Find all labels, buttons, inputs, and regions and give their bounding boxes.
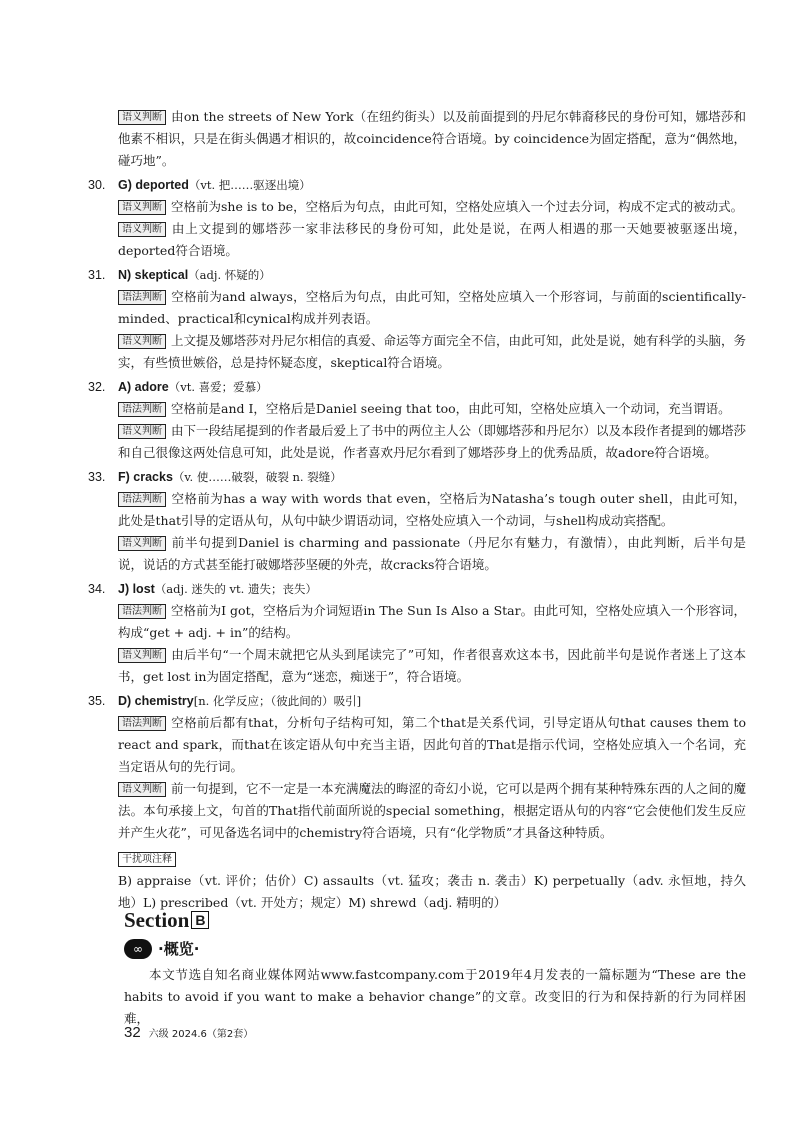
explanation-note (118, 644, 746, 688)
question-heading (88, 376, 746, 398)
part-of-speech: （adj. 迷失的 vt. 遗失；丧失） (154, 582, 317, 596)
distractor-block (118, 848, 746, 914)
overview-label: ·概览· (158, 940, 200, 958)
explanation-note (118, 488, 746, 532)
note-text: 空格前后都有that，分析句子结构可知，第二个that是关系代词，引导定语从句that causes them to react and spark，而that在该定语从句中充当主语，因此句首的That是指示代词，空格处应填入一个名词，充当定语从句的先行词。 (118, 715, 746, 774)
label-tag: 语义判断 (118, 536, 166, 551)
question-number: 30. (88, 178, 106, 192)
note-text: 空格前为has a way with words that even，空格后为Natasha’s tough outer shell，由此可知，此处是that引导的定语从句，从句中缺少谓语动词，空格处应填入一个动词，与shell构成动宾搭配。 (118, 491, 746, 528)
page-footer (124, 1024, 253, 1041)
question-number: 32. (88, 380, 106, 394)
label-tag: 语法判断 (118, 402, 166, 417)
answer-word: J) lost (118, 582, 155, 596)
label-tag: 语法判断 (118, 716, 166, 731)
journal-name: 六级 2024.6（第2套） (148, 1029, 254, 1040)
answer-word: F) cracks (118, 470, 173, 484)
question-number: 31. (88, 268, 106, 282)
question-list (88, 174, 747, 844)
label-tag: 语法判断 (118, 492, 166, 507)
part-of-speech: （v. 使……破裂，破裂 n. 裂缝） (172, 470, 342, 484)
note-text: 由下一段结尾提到的作者最后爱上了书中的两位主人公（即娜塔莎和丹尼尔）以及本段作者提到的娜塔莎和自己很像这两处信息可知，此处是说，作者喜欢丹尼尔看到了娜塔莎身上的优秀品质，故adore符合语境。 (118, 423, 747, 460)
question-number: 35. (88, 694, 106, 708)
explanation-note (118, 778, 746, 844)
distractor-tag: 干扰项注释 (118, 852, 176, 867)
infinity-icon: ∞ (124, 939, 152, 959)
explanation-note (118, 330, 746, 374)
section-title: Section (124, 908, 190, 932)
note-text: 前半句提到Daniel is charming and passionate（丹尼尔有魅力，有激情），由此判断，后半句是说，说话的方式甚至能打破娜塔莎坚硬的外壳，故cracks符合语境。 (118, 535, 746, 572)
explanation-note (118, 286, 746, 330)
label-tag: 语义判断 (118, 648, 166, 663)
answer-word: A) adore (118, 380, 169, 394)
question-number: 34. (88, 582, 106, 596)
label-tag: 语义判断 (118, 782, 166, 797)
note-text: 由上文提到的娜塔莎一家非法移民的身份可知，此处是说，在两人相遇的那一天她要被驱逐出境，deported符合语境。 (118, 221, 746, 258)
intro-text: 由on the streets of New York（在纽约街头）以及前面提到的丹尼尔韩裔移民的身份可知，娜塔莎和他素不相识，只是在街头偶遇才相识的，故coincidence符合语境。by coincidence为固定搭配，意为“偶然地，碰巧地”。 (118, 109, 746, 168)
section-heading (124, 908, 209, 933)
question-heading (88, 578, 746, 600)
question-number: 33. (88, 470, 106, 484)
explanation-note (118, 398, 746, 420)
explanation-note (118, 218, 746, 262)
overview-heading (124, 938, 199, 959)
summary-paragraph: 本文节选自知名商业媒体网站www.fastcompany.com于2019年4月发表的一篇标题为“These are the habits to avoid if you want to make a behavior change”的文章。改变旧的行为和保持新的行为同样困难， (124, 967, 746, 1026)
part-of-speech: （adj. 怀疑的） (188, 268, 271, 282)
distractor-text: B) appraise（vt. 评价；估价）C) assaults（vt. 猛攻；袭击 n. 袭击）K) perpetually（adv. 永恒地，持久地）L) prescribed（vt. 开处方；规定）M) shrewd（adj. 精明的） (118, 873, 746, 910)
part-of-speech: [n. 化学反应；（彼此间的）吸引] (193, 694, 362, 708)
part-of-speech: （vt. 喜爱；爱慕） (168, 380, 268, 394)
answer-word: N) skeptical (118, 268, 189, 282)
explanation-note (118, 532, 746, 576)
question-heading (88, 264, 746, 286)
explanation-note (118, 712, 746, 778)
explanation-note (118, 196, 746, 218)
label-tag: 语义判断 (118, 110, 166, 125)
explanation-note (118, 420, 746, 464)
question-heading (88, 690, 746, 712)
page-number: 32 (124, 1024, 141, 1041)
label-tag: 语法判断 (118, 604, 166, 619)
section-badge: B (191, 911, 209, 929)
note-text: 上文提及娜塔莎对丹尼尔相信的真爱、命运等方面完全不信，由此可知，此处是说，她有科学的头脑，务实，有些愤世嫉俗，总是持怀疑态度，skeptical符合语境。 (118, 333, 747, 370)
label-tag: 语义判断 (118, 200, 166, 215)
explanation-note (118, 600, 746, 644)
label-tag: 语义判断 (118, 424, 166, 439)
answer-explanations (88, 106, 747, 914)
label-tag: 语义判断 (118, 222, 166, 237)
answer-word: G) deported (118, 178, 189, 192)
question-heading (88, 174, 746, 196)
intro-paragraph (118, 106, 746, 172)
label-tag: 语义判断 (118, 334, 166, 349)
note-text: 空格前为she is to be，空格后为句点，由此可知，空格处应填入一个过去分词，构成不定式的被动式。 (171, 199, 744, 214)
answer-word: D) chemistry (118, 694, 194, 708)
question-heading (88, 466, 746, 488)
note-text: 前一句提到，它不一定是一本充满魔法的晦涩的奇幻小说，它可以是两个拥有某种特殊东西的人之间的魔法。本句承接上文，句首的That指代前面所说的special something，根据定语从句的内容“它会使他们发生反应并产生火花”，可见备选名词中的chemistry符合语境，只有“化学物质”才具备这种特质。 (118, 781, 747, 840)
note-text: 空格前为and always，空格后为句点，由此可知，空格处应填入一个形容词，与前面的scientifically-minded、practical和cynical构成并列表语。 (118, 289, 746, 326)
note-text: 空格前为I got，空格后为介词短语in The Sun Is Also a Star。由此可知，空格处应填入一个形容词，构成“get + adj. + in”的结构。 (118, 603, 746, 640)
part-of-speech: （vt. 把……驱逐出境） (188, 178, 311, 192)
label-tag: 语法判断 (118, 290, 166, 305)
note-text: 空格前是and I，空格后是Daniel seeing that too，由此可知，空格处应填入一个动词，充当谓语。 (171, 401, 731, 416)
note-text: 由后半句“一个周末就把它从头到尾读完了”可知，作者很喜欢这本书，因此前半句是说作者迷上了这本书，get lost in为固定搭配，意为“迷恋，痴迷于”，符合语境。 (118, 647, 746, 684)
